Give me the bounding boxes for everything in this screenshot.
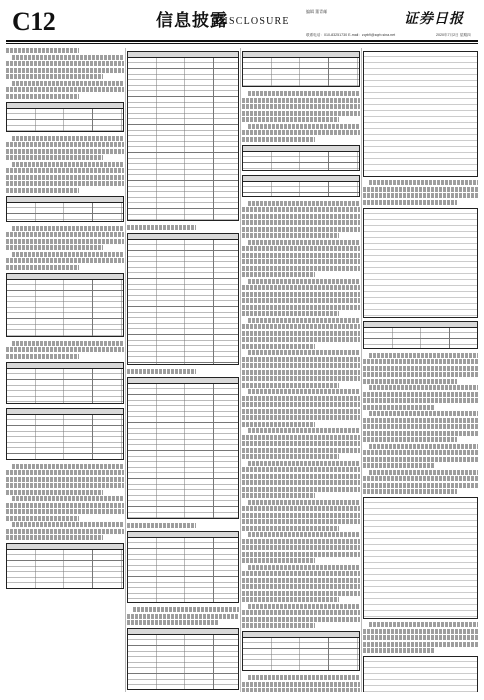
text-line	[242, 298, 360, 303]
text-line	[242, 467, 360, 472]
text-line	[6, 245, 103, 250]
text-line	[248, 201, 360, 206]
text-line	[6, 168, 124, 173]
table-header	[7, 197, 123, 203]
text-line	[248, 124, 360, 129]
article-column-2	[127, 48, 239, 692]
text-line	[6, 232, 124, 237]
text-line	[363, 629, 478, 634]
text-line	[6, 149, 124, 154]
text-line	[6, 258, 124, 263]
table-header	[128, 378, 238, 384]
table-header	[128, 52, 238, 58]
text-line	[242, 558, 315, 563]
text-line	[242, 493, 315, 498]
text-line	[363, 405, 434, 410]
text-line	[363, 187, 478, 192]
text-line	[248, 565, 360, 570]
text-line	[242, 506, 360, 511]
text-line	[6, 477, 124, 482]
data-table	[242, 631, 360, 671]
table-header	[7, 363, 123, 369]
data-table	[242, 51, 360, 87]
text-line	[242, 402, 360, 407]
text-line	[363, 463, 434, 468]
masthead	[6, 3, 478, 39]
text-line	[369, 411, 478, 416]
financial-table	[127, 531, 239, 603]
text-line	[12, 522, 124, 527]
column-divider	[240, 48, 241, 692]
text-line	[242, 220, 360, 225]
contact-line: 联系电话：010-83251730 E-mail：zqrb9@zqrb.sina.net	[306, 33, 396, 37]
text-line	[242, 409, 360, 414]
text-line	[6, 181, 124, 186]
text-line	[6, 509, 124, 514]
text-line	[242, 311, 339, 316]
text-line	[12, 464, 124, 469]
text-line	[242, 591, 360, 596]
text-line	[242, 623, 315, 628]
text-line	[6, 155, 103, 160]
text-line	[242, 104, 360, 109]
text-line	[242, 578, 360, 583]
table-header	[128, 532, 238, 538]
text-line	[242, 363, 360, 368]
table-header	[7, 409, 123, 415]
financial-table	[127, 377, 239, 519]
text-line	[248, 500, 360, 505]
text-line	[369, 353, 478, 358]
text-line	[6, 535, 103, 540]
text-line	[6, 347, 124, 352]
text-line	[242, 98, 360, 103]
text-line	[242, 246, 360, 251]
financial-table	[127, 628, 239, 690]
data-table	[6, 408, 124, 460]
text-line	[242, 285, 360, 290]
text-line	[127, 369, 196, 374]
text-line	[363, 450, 478, 455]
text-line	[6, 74, 103, 79]
text-line	[127, 614, 239, 619]
text-line	[242, 545, 360, 550]
text-line	[242, 376, 360, 381]
text-line	[248, 279, 360, 284]
text-line	[248, 428, 360, 433]
text-line	[6, 470, 124, 475]
text-line	[242, 448, 360, 453]
text-line	[369, 180, 478, 185]
text-line	[242, 396, 360, 401]
text-line	[242, 552, 360, 557]
text-line	[363, 359, 478, 364]
text-line	[242, 266, 360, 271]
data-table	[6, 362, 124, 404]
text-line	[248, 532, 360, 537]
masthead-rule-thick	[6, 40, 478, 42]
text-line	[363, 648, 434, 653]
text-line	[12, 496, 124, 501]
text-line	[242, 682, 360, 687]
issue-date: 2020年7月2日 星期四	[436, 33, 471, 37]
page-number: C12	[12, 7, 56, 36]
text-line	[369, 385, 478, 390]
text-line	[6, 61, 124, 66]
text-line	[363, 642, 478, 647]
data-table	[242, 175, 360, 197]
column-divider	[361, 48, 362, 692]
text-line	[12, 81, 124, 86]
table-header	[7, 274, 123, 280]
masthead-rule-thin	[6, 43, 478, 44]
text-line	[6, 142, 124, 147]
text-line	[248, 604, 360, 609]
company-info-table	[363, 656, 478, 692]
text-line	[242, 207, 360, 212]
text-line	[363, 372, 478, 377]
text-line	[363, 431, 478, 436]
section-title-cn: 信息披露	[156, 11, 228, 31]
text-line	[242, 272, 315, 277]
table-header	[243, 632, 359, 638]
article-column-1	[6, 48, 124, 692]
text-line	[242, 487, 360, 492]
text-line	[242, 305, 360, 310]
text-line	[242, 415, 360, 420]
text-line	[242, 383, 339, 388]
data-table	[6, 196, 124, 222]
text-line	[242, 454, 339, 459]
text-line	[248, 240, 360, 245]
text-line	[242, 259, 360, 264]
text-line	[242, 584, 360, 589]
text-line	[248, 389, 360, 394]
text-line	[12, 162, 124, 167]
text-line	[242, 688, 360, 692]
article-column-4	[363, 48, 478, 692]
text-line	[242, 571, 360, 576]
data-table	[6, 273, 124, 337]
section-title-en: DISCLOSURE	[216, 16, 290, 27]
text-line	[6, 68, 124, 73]
text-line	[12, 226, 124, 231]
text-line	[363, 476, 478, 481]
text-line	[242, 214, 360, 219]
text-line	[363, 193, 478, 198]
text-line	[12, 252, 124, 257]
text-line	[242, 597, 339, 602]
text-line	[242, 610, 360, 615]
text-line	[242, 519, 360, 524]
editor-line: 编辑 董青邮	[306, 9, 328, 14]
table-header	[364, 322, 477, 328]
text-line	[12, 136, 124, 141]
table-header	[128, 234, 238, 240]
text-line	[363, 379, 457, 384]
text-line	[248, 318, 360, 323]
text-line	[242, 357, 360, 362]
text-line	[133, 607, 239, 612]
text-line	[6, 239, 124, 244]
text-line	[242, 253, 360, 258]
article-column-3	[242, 48, 360, 692]
text-line	[363, 424, 478, 429]
text-line	[6, 188, 79, 193]
text-line	[6, 503, 124, 508]
text-line	[242, 480, 360, 485]
text-line	[6, 265, 79, 270]
text-line	[369, 444, 478, 449]
text-line	[242, 422, 315, 427]
text-line	[6, 483, 124, 488]
table-header	[7, 103, 123, 109]
text-line	[248, 461, 360, 466]
data-table	[6, 102, 124, 132]
text-line	[242, 117, 339, 122]
table-header	[243, 146, 359, 152]
text-line	[369, 622, 478, 627]
text-line	[12, 341, 124, 346]
text-line	[242, 111, 360, 116]
text-line	[6, 48, 79, 53]
text-line	[242, 227, 360, 232]
newspaper-logo: 证券日报	[404, 11, 464, 27]
text-line	[242, 441, 360, 446]
text-line	[242, 324, 360, 329]
text-line	[6, 516, 79, 521]
text-line	[363, 483, 478, 488]
data-table	[6, 543, 124, 589]
text-line	[363, 489, 457, 494]
text-line	[363, 392, 478, 397]
data-table	[363, 321, 478, 349]
text-line	[242, 337, 360, 342]
text-line	[363, 437, 457, 442]
text-line	[127, 620, 219, 625]
text-line	[242, 130, 360, 135]
text-line	[6, 490, 103, 495]
text-line	[127, 225, 196, 230]
data-table	[242, 145, 360, 171]
text-line	[127, 523, 196, 528]
text-line	[242, 331, 360, 336]
text-line	[242, 137, 315, 142]
text-line	[242, 474, 360, 479]
text-line	[248, 675, 360, 680]
text-line	[6, 94, 79, 99]
company-info-table	[363, 497, 478, 619]
text-line	[6, 87, 124, 92]
text-line	[6, 175, 124, 180]
text-line	[242, 292, 360, 297]
text-line	[242, 513, 360, 518]
text-line	[242, 344, 315, 349]
text-line	[363, 200, 457, 205]
table-header	[128, 629, 238, 635]
text-line	[369, 470, 478, 475]
text-line	[242, 539, 360, 544]
text-line	[248, 350, 360, 355]
text-line	[363, 366, 478, 371]
table-header	[7, 544, 123, 550]
text-line	[6, 354, 79, 359]
text-line	[242, 435, 360, 440]
financial-table	[127, 51, 239, 221]
text-line	[363, 635, 478, 640]
text-line	[242, 233, 339, 238]
text-line	[363, 457, 478, 462]
financial-table	[127, 233, 239, 365]
column-divider	[125, 48, 126, 692]
text-line	[242, 526, 339, 531]
text-line	[6, 529, 124, 534]
company-info-table	[363, 208, 478, 318]
text-line	[363, 398, 478, 403]
text-line	[248, 91, 360, 96]
company-info-table	[363, 51, 478, 177]
text-line	[242, 617, 360, 622]
table-header	[243, 176, 359, 182]
text-line	[12, 55, 124, 60]
table-header	[243, 52, 359, 58]
text-line	[242, 370, 360, 375]
text-line	[363, 418, 478, 423]
